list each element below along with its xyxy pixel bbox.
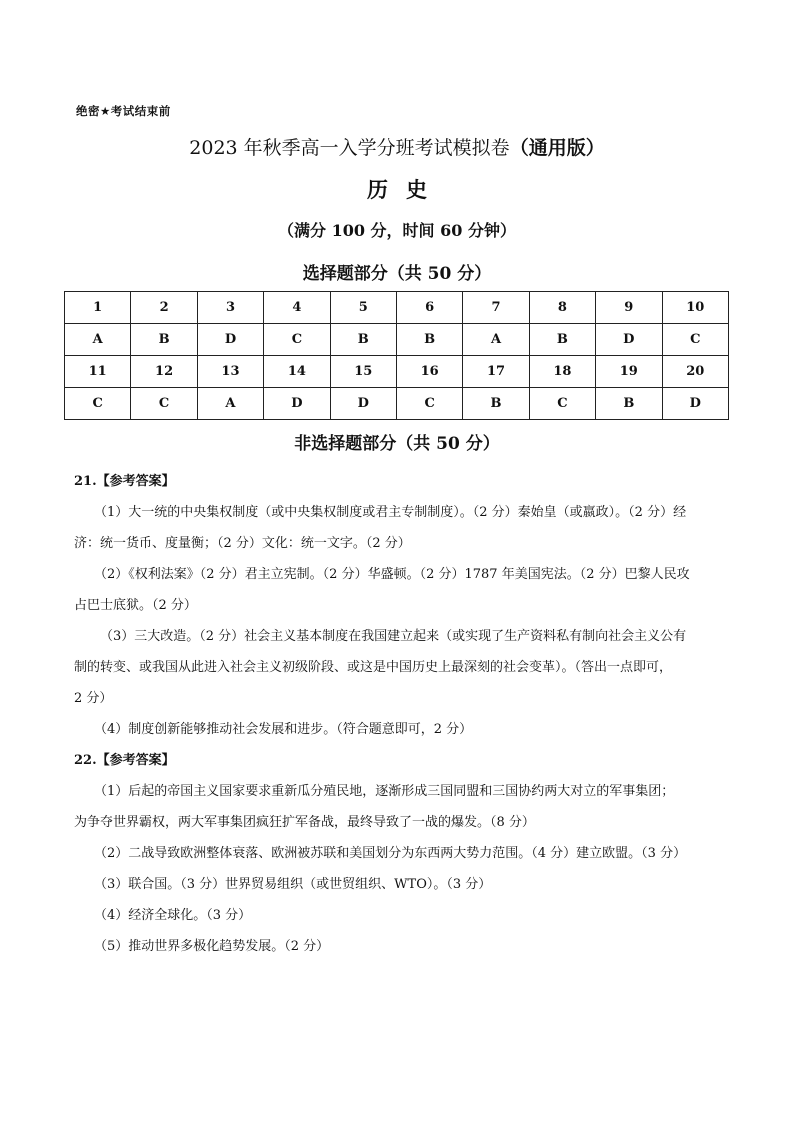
q22-heading: 22.【参考答案】 — [74, 753, 175, 768]
q21-part3-line2: 制的转变、或我国从此进入社会主义初级阶段、或这是中国历史上最深刻的社会变革）。（答出一点即可， — [74, 660, 673, 675]
answer-cell: B — [596, 388, 662, 420]
question-number-cell: 4 — [264, 292, 330, 324]
answer-table — [64, 291, 729, 420]
answer-cell: C — [662, 324, 728, 356]
question-number-cell: 14 — [264, 356, 330, 388]
answer-cell: B — [529, 324, 595, 356]
q22-part1-line1: （1）后起的帝国主义国家要求重新瓜分殖民地，逐渐形成三国同盟和三国协约两大对立的军事集团； — [94, 784, 675, 799]
answer-content — [74, 466, 730, 962]
q22-part3: （3）联合国。（3 分）世界贸易组织（或世贸组织、WTO）。（3 分） — [94, 877, 492, 892]
q21-part2-line2: 占巴士底狱。（2 分） — [74, 598, 197, 613]
q22-part5: （5）推动世界多极化趋势发展。（2 分） — [94, 939, 330, 954]
question-number-cell: 10 — [662, 292, 728, 324]
question-number-cell: 20 — [662, 356, 728, 388]
q21-part4: （4）制度创新能够推动社会发展和进步。（符合题意即可，2 分） — [94, 722, 473, 737]
question-number-row — [65, 292, 729, 324]
answer-cell: D — [264, 388, 330, 420]
question-number-cell: 1 — [65, 292, 131, 324]
q21-part1-line2: 济：统一货币、度量衡；（2 分）文化：统一文字。（2 分） — [74, 536, 411, 551]
answer-cell: C — [65, 388, 131, 420]
answer-cell: D — [197, 324, 263, 356]
answer-cell: C — [529, 388, 595, 420]
question-number-cell: 16 — [396, 356, 462, 388]
answer-cell: C — [264, 324, 330, 356]
answer-cell: D — [596, 324, 662, 356]
answer-cell: D — [330, 388, 396, 420]
question-number-cell: 9 — [596, 292, 662, 324]
answer-cell: A — [65, 324, 131, 356]
choice-section-title: 选择题部分（共 50 分） — [302, 264, 492, 284]
question-number-cell: 11 — [65, 356, 131, 388]
answer-row — [65, 324, 729, 356]
exam-title — [0, 133, 794, 160]
answer-cell: B — [463, 388, 529, 420]
question-number-cell: 15 — [330, 356, 396, 388]
answer-cell: A — [197, 388, 263, 420]
answer-cell: C — [396, 388, 462, 420]
answer-cell: C — [131, 388, 197, 420]
exam-title-main: 2023 年秋季高一入学分班考试模拟卷 — [189, 137, 510, 159]
question-number-cell: 18 — [529, 356, 595, 388]
question-number-cell: 17 — [463, 356, 529, 388]
q21-part3-line1: （3）三大改造。（2 分）社会主义基本制度在我国建立起来（或实现了生产资料私有制向社会主义公有 — [100, 629, 687, 644]
question-number-cell: 2 — [131, 292, 197, 324]
question-number-cell: 5 — [330, 292, 396, 324]
question-number-cell: 13 — [197, 356, 263, 388]
answer-cell: B — [131, 324, 197, 356]
question-number-cell: 19 — [596, 356, 662, 388]
q21-part2-line1: （2）《权利法案》（2 分）君主立宪制。（2 分）华盛顿。（2 分）1787 年美国宪法。（2 分）巴黎人民攻 — [94, 567, 690, 582]
question-number-cell: 3 — [197, 292, 263, 324]
confidential-mark: 绝密★考试结束前 — [76, 104, 171, 118]
answer-cell: A — [463, 324, 529, 356]
q21-part3-line3: 2 分） — [74, 691, 113, 706]
answer-cell: D — [662, 388, 728, 420]
q21-heading: 21.【参考答案】 — [74, 474, 175, 489]
answer-row — [65, 388, 729, 420]
score-info: （满分 100 分，时间 60 分钟） — [278, 221, 516, 240]
question-number-cell: 8 — [529, 292, 595, 324]
q22-part2: （2）二战导致欧洲整体衰落、欧洲被苏联和美国划分为东西两大势力范围。（4 分）建立欧盟。（3 分） — [94, 846, 687, 861]
subject-title: 历史 — [367, 177, 445, 202]
answer-cell: B — [396, 324, 462, 356]
question-number-row — [65, 356, 729, 388]
question-number-cell: 12 — [131, 356, 197, 388]
q21-part1-line1: （1）大一统的中央集权制度（或中央集权制度或君主专制制度）。（2 分）秦始皇（或嬴政）。（2 分）经 — [94, 505, 687, 520]
q22-part1-line2: 为争夺世界霸权，两大军事集团疯狂扩军备战，最终导致了一战的爆发。（8 分） — [74, 815, 535, 830]
exam-title-suffix: （通用版） — [509, 137, 605, 159]
non-choice-section-title: 非选择题部分（共 50 分） — [294, 434, 500, 454]
q22-part4: （4）经济全球化。（3 分） — [94, 908, 252, 923]
answer-cell: B — [330, 324, 396, 356]
question-number-cell: 7 — [463, 292, 529, 324]
question-number-cell: 6 — [396, 292, 462, 324]
